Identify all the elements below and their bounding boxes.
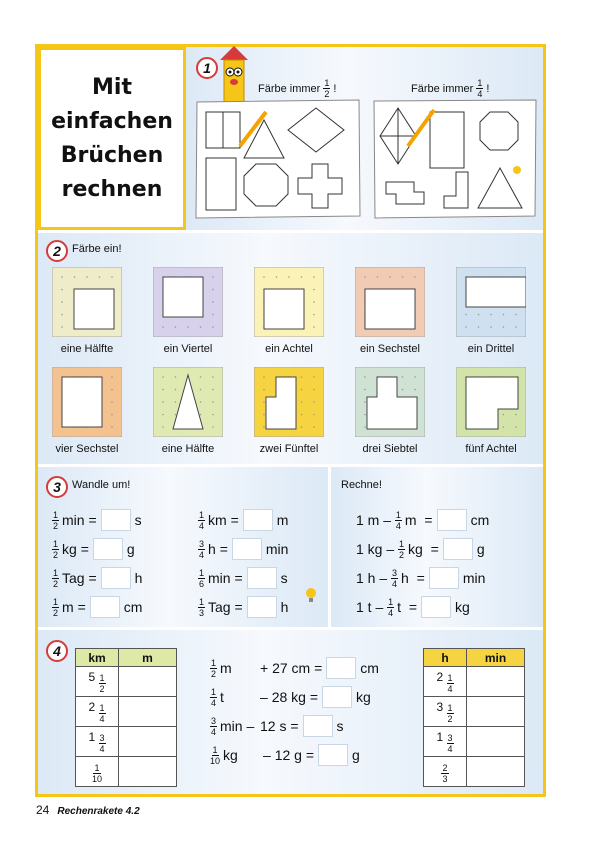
fraction: $\frac{3}{4}$ [211,715,217,737]
square-caption: vier Sechstel [55,443,119,455]
fraction: $\frac{1}{6}$ [199,567,205,589]
answer-cell[interactable] [467,757,525,787]
grid-square [355,367,425,437]
grid-square [456,367,526,437]
table-cell: $\frac{2}{3}$ [424,757,467,787]
answer-box[interactable] [421,596,451,618]
answer-box[interactable] [303,715,333,737]
grid-square [355,267,425,337]
square-caption: eine Hälfte [161,443,215,455]
equation-row: $\frac{1}{10}$ kg – 12 g = g [210,744,360,766]
answer-box[interactable] [93,538,123,560]
equation-row: $\frac{1}{2}$ m + 27 cm = cm [211,657,379,679]
conversion-row: $\frac{1}{2}$ m = cm [53,596,143,618]
fraction: $\frac{1}{4}$ [395,509,401,531]
fraction: $\frac{1}{2}$ [53,596,59,618]
answer-cell[interactable] [119,667,177,697]
calculation-row: 1 h – $\frac{3}{4}$ h = min [356,567,486,589]
rocket-mascot-icon [218,46,250,104]
grid-square [52,367,122,437]
title-line: Mit [92,74,132,100]
answer-box[interactable] [90,596,120,618]
calculation-row: 1 t – $\frac{1}{4}$ t = kg [356,596,470,618]
table-cell: 1 $\frac{3}{4}$ [424,727,467,757]
equation-row: $\frac{1}{4}$ t – 28 kg = kg [211,686,371,708]
square-caption: fünf Achtel [465,443,517,455]
fraction: $\frac{3}{4}$ [392,567,398,589]
table-header: h [424,649,467,667]
conversion-row: $\frac{1}{2}$ Tag = h [53,567,143,589]
page-number: 24 [36,803,50,817]
conversion-row: $\frac{1}{4}$ km = m [199,509,289,531]
grid-square [153,367,223,437]
answer-box[interactable] [326,657,356,679]
square-caption: zwei Fünftel [259,443,319,455]
task-number-2: 2 [46,240,68,262]
calculation-row: 1 kg – $\frac{1}{2}$ kg = g [356,538,485,560]
fraction: $\frac{3}{4}$ [199,538,205,560]
fraction: $\frac{1}{3}$ [199,596,205,618]
table-header: km [76,649,119,667]
fraction: $\frac{1}{10}$ [210,744,221,766]
fraction: $\frac{1}{2}$ [53,509,59,531]
answer-box[interactable] [322,686,352,708]
table-cell: 5 $\frac{1}{2}$ [76,667,119,697]
answer-box[interactable] [318,744,348,766]
answer-box[interactable] [429,567,459,589]
shapes-sheet-quarter [372,98,538,220]
title-line: rechnen [61,176,163,202]
answer-box[interactable] [443,538,473,560]
conversion-row: $\frac{1}{3}$ Tag = h [199,596,289,618]
square-caption: ein Drittel [467,343,515,355]
answer-box[interactable] [101,509,131,531]
instruction-convert: Wandle um! [72,479,131,491]
fraction: $\frac{1}{2}$ [53,538,59,560]
answer-cell[interactable] [467,727,525,757]
instruction-quarter: Färbe immer $\frac{1}{4}$ ! [411,78,490,99]
answer-cell[interactable] [467,697,525,727]
task-number-3: 3 [46,476,68,498]
grid-square [456,267,526,337]
fraction: $\frac{1}{4}$ [211,686,217,708]
table-cell: 2 $\frac{1}{4}$ [424,667,467,697]
square-caption: drei Siebtel [362,443,418,455]
lightbulb-icon [304,586,318,604]
equation-row: $\frac{3}{4}$ min – 12 s = s [211,715,344,737]
square-caption: ein Achtel [265,343,313,355]
instruction-calculate: Rechne! [341,479,382,491]
answer-box[interactable] [243,509,273,531]
conversion-table [75,648,177,787]
table-cell: 2 $\frac{1}{4}$ [76,697,119,727]
title-line: Brüchen [60,142,164,168]
answer-cell[interactable] [119,757,177,787]
shapes-sheet-half [194,98,362,220]
answer-box[interactable] [232,538,262,560]
fraction: $\frac{1}{4}$ [388,596,394,618]
book-title: Rechenrakete 4.2 [57,806,140,817]
square-caption: ein Sechstel [360,343,420,355]
table-cell: $\frac{1}{10}$ [76,757,119,787]
calculation-row: 1 m – $\frac{1}{4}$ m = cm [356,509,490,531]
answer-cell[interactable] [467,667,525,697]
answer-cell[interactable] [119,727,177,757]
conversion-table [423,648,525,787]
grid-square [254,267,324,337]
answer-box[interactable] [247,596,277,618]
square-caption: eine Hälfte [60,343,114,355]
fraction: $\frac{1}{4}$ [199,509,205,531]
table-cell: 1 $\frac{3}{4}$ [76,727,119,757]
instruction-color: Färbe ein! [72,243,122,255]
conversion-row: $\frac{1}{2}$ min = s [53,509,142,531]
answer-box[interactable] [247,567,277,589]
grid-square [254,367,324,437]
conversion-row: $\frac{1}{2}$ kg = g [53,538,135,560]
fraction: $\frac{1}{2}$ [53,567,59,589]
page-title [38,47,186,230]
task-number-1: 1 [196,57,218,79]
footer [36,803,140,817]
answer-box[interactable] [437,509,467,531]
answer-box[interactable] [101,567,131,589]
title-line: einfachen [51,108,173,134]
square-caption: ein Viertel [163,343,213,355]
table-header: m [119,649,177,667]
fraction: $\frac{1}{2}$ [211,657,217,679]
grid-square [153,267,223,337]
instruction-half: Färbe immer $\frac{1}{2}$ ! [258,78,337,99]
answer-cell[interactable] [119,697,177,727]
grid-square [52,267,122,337]
fraction: $\frac{1}{2}$ [399,538,405,560]
conversion-row: $\frac{3}{4}$ h = min [199,538,289,560]
task-number-4: 4 [46,640,68,662]
table-cell: 3 $\frac{1}{2}$ [424,697,467,727]
table-header: min [467,649,525,667]
conversion-row: $\frac{1}{6}$ min = s [199,567,288,589]
